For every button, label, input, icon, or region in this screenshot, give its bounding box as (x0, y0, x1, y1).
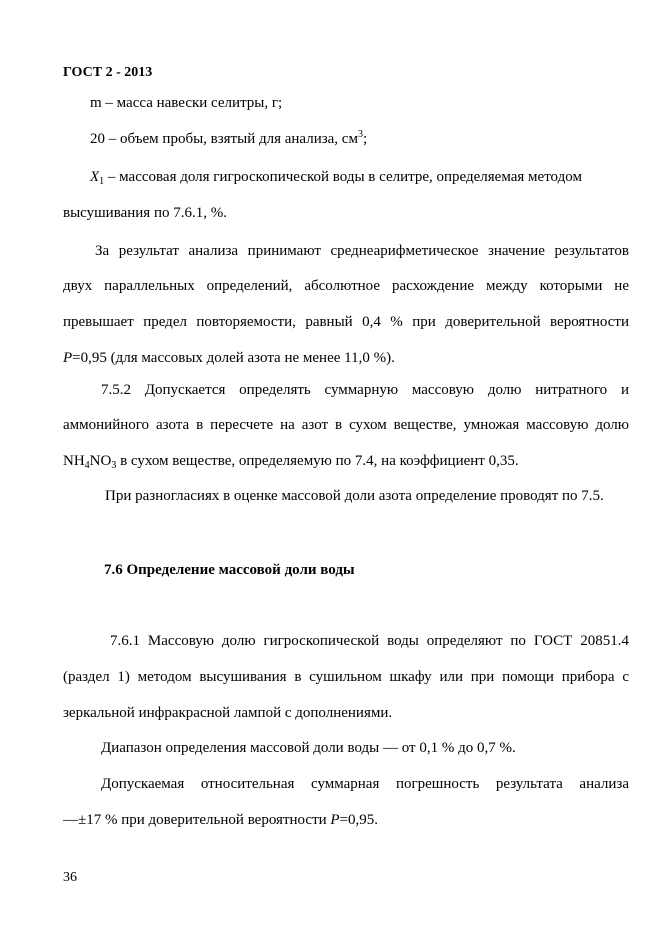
error-line2-rest: =0,95. (339, 812, 379, 828)
clause-7-5-2-line3 (63, 452, 519, 470)
disagreement-paragraph: При разногласиях в оценке массовой доли азота определение проводят по 7.5. (105, 488, 604, 504)
definition-m (90, 94, 282, 112)
result-paragraph-line3: превышает предел повторяемости, равный 0,4 % при доверительной вероятности (63, 314, 629, 330)
document-header: ГОСТ 2 - 2013 (63, 65, 153, 80)
result-paragraph-line4 (63, 349, 395, 367)
m-text: – масса навески селитры, г; (101, 95, 283, 111)
section-title: 7.6 Определение массовой доли воды (104, 562, 355, 578)
x1-text: – массовая доля гигроскопической воды в селитре, определяемая методом (104, 169, 582, 185)
clause-7-6-1-line2: (раздел 1) методом высушивания в сушильном шкафу или при помощи прибора с (63, 669, 629, 685)
probability-symbol: P (63, 350, 73, 366)
error-paragraph-line1: Допускаемая относительная суммарная погрешность результата анализа (101, 776, 629, 792)
clause-7-5-2-line3-text: в сухом веществе, определяемую по 7.4, на коэффициент 0,35. (116, 453, 519, 469)
volume-text: – объем пробы, взятый для анализа, см (105, 131, 358, 147)
result-paragraph-line2: двух параллельных определений, абсолютное расхождение между которыми не (63, 278, 629, 294)
page-number: 36 (63, 870, 77, 885)
clause-7-5-2-line1: 7.5.2 Допускается определять суммарную массовую долю нитратного и (101, 382, 629, 398)
clause-7-5-2-line2: аммонийного азота в пересчете на азот в сухом веществе, умножая массовую долю (63, 417, 629, 433)
formula-sub-4: 4 (84, 460, 90, 471)
result-paragraph-line1: За результат анализа принимают среднеарифметическое значение результатов (95, 243, 629, 259)
formula-nh: NH (63, 453, 85, 469)
x1-symbol: X (90, 169, 100, 185)
definition-x1-line2: высушивания по 7.6.1, %. (63, 205, 227, 221)
m-symbol: m (90, 95, 102, 111)
formula-no: NO (89, 453, 112, 469)
error-probability-symbol: P (330, 812, 340, 828)
volume-unit-superscript: 3 (357, 129, 363, 140)
error-line2-prefix: —±17 % при доверительной вероятности (63, 812, 331, 828)
formula-sub-3: 3 (111, 460, 117, 471)
range-paragraph: Диапазон определения массовой доли воды — от 0,1 % до 0,7 %. (101, 740, 516, 756)
definition-x1-line1 (90, 168, 629, 186)
volume-tail: ; (362, 131, 368, 147)
clause-7-6-1-line1: 7.6.1 Массовую долю гигроскопической воды определяют по ГОСТ 20851.4 (110, 633, 629, 649)
clause-7-6-1-line3: зеркальной инфракрасной лампой с дополнениями. (63, 705, 393, 721)
volume-value: 20 (90, 131, 105, 147)
x1-subscript: 1 (99, 176, 105, 187)
result-paragraph-line4-text: =0,95 (для массовых долей азота не менее 11,0 %). (72, 350, 395, 366)
error-paragraph-line2 (63, 811, 378, 829)
definition-sample-volume (90, 130, 367, 148)
